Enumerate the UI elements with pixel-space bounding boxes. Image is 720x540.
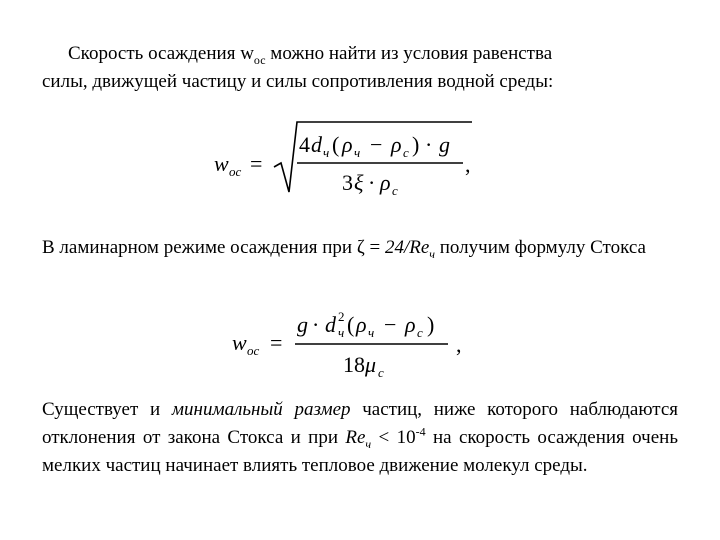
f2-rparen: ) <box>427 312 435 337</box>
f1-den-dot: · <box>368 170 376 195</box>
f1-sqrt-sign <box>274 122 472 192</box>
laminar-re-value: 24/Re <box>384 237 430 258</box>
laminar-text-a: В ламинарном режиме осаждения при ζ = <box>42 237 385 258</box>
f2-rho-particle: ρ <box>356 312 367 337</box>
f2-dot: · <box>312 312 320 337</box>
f2-rho-medium: ρ <box>405 312 416 337</box>
f1-lparen: ( <box>332 132 340 157</box>
paragraph-laminar <box>42 234 678 262</box>
f2-equals: = <box>270 330 283 355</box>
f1-rho-medium: ρ <box>391 132 402 157</box>
f2-lhs-subscript: ос <box>247 343 260 358</box>
min-size-text-d: на скорость осаждения очень мелких частиц начинает влиять тепловое движение молекул среды. <box>42 427 678 476</box>
f1-d: d <box>311 132 322 157</box>
f1-rho-particle-subscript: ч <box>354 145 361 160</box>
f1-rho-den: ρ <box>380 170 391 195</box>
f1-comma: , <box>465 152 471 177</box>
min-size-text-a: Существует и <box>42 399 172 420</box>
f2-mu: μ <box>365 352 377 377</box>
f2-rho-particle-subscript: ч <box>368 325 375 340</box>
f2-g: g <box>297 312 308 337</box>
min-size-italic: минимальный размер <box>171 399 351 420</box>
laminar-re-subscript: ч <box>429 246 435 261</box>
f2-lhs-w: w <box>232 330 247 355</box>
f1-d-subscript: ч <box>323 145 330 160</box>
min-size-exponent: -4 <box>415 424 426 439</box>
intro-text-a: Скорость осаждения <box>68 43 241 64</box>
f1-den-coef: 3 <box>342 170 353 195</box>
intro-w-symbol: w <box>240 43 254 64</box>
f1-minus: − <box>370 132 383 157</box>
f1-lhs-subscript: ос <box>229 164 242 179</box>
f1-rho-den-subscript: с <box>392 183 398 198</box>
f1-lhs-w: w <box>214 151 229 176</box>
f1-equals: = <box>250 151 263 176</box>
intro-w-subscript: ос <box>253 52 266 67</box>
f2-d-superscript: 2 <box>338 309 345 324</box>
paragraph-intro <box>42 40 678 96</box>
f2-rho-medium-subscript: с <box>417 325 423 340</box>
f2-d: d <box>325 312 336 337</box>
f1-num-coef: 4 <box>299 132 310 157</box>
intro-line-1 <box>42 40 678 68</box>
min-size-text-c: < 10 <box>371 427 416 448</box>
f2-den-coef: 18 <box>343 352 365 377</box>
min-size-re-subscript: ч <box>365 436 372 451</box>
f1-rparen: ) <box>412 132 420 157</box>
paragraph-minimum-size <box>42 396 678 480</box>
f1-rho-medium-subscript: с <box>403 145 409 160</box>
f2-minus: − <box>384 312 397 337</box>
min-size-re: Re <box>345 427 366 448</box>
f2-d-subscript: ч <box>338 325 345 340</box>
f2-mu-subscript: с <box>378 365 384 380</box>
f1-g: g <box>439 132 450 157</box>
min-size-text-b: частиц, ниже которого наблюдаются отклонения от закона Стокса и при <box>42 399 678 448</box>
intro-line-2: силы, движущей частицу и силы сопротивления водной среды: <box>42 71 554 92</box>
f1-dot: · <box>425 132 433 157</box>
f1-xi: ξ <box>354 170 364 195</box>
intro-text-b: можно найти из условия равенства <box>265 43 553 64</box>
f1-rho-particle: ρ <box>342 132 353 157</box>
f2-lparen: ( <box>347 312 355 337</box>
laminar-text-b: получим формулу Стокса <box>435 237 646 258</box>
f2-comma: , <box>456 332 462 357</box>
